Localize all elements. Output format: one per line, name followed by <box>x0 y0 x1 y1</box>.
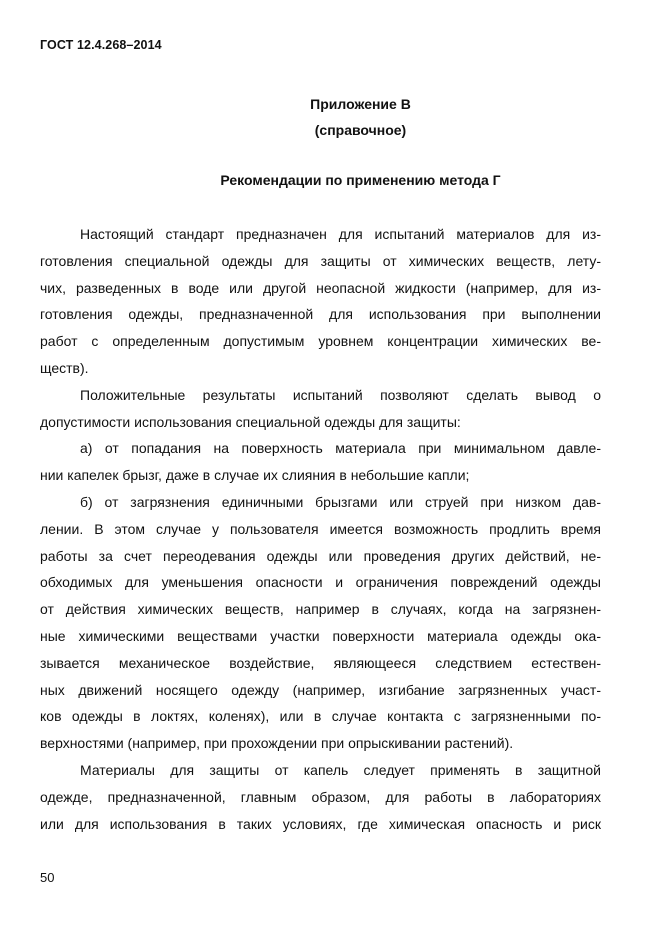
list-item-line: лении. В этом случае у пользователя имеется возможность продлить время <box>40 520 601 537</box>
list-item-line: а) от попадания на поверхность материала при минимальном давле- <box>80 440 601 457</box>
paragraph-line: или для использования в таких условиях, где химическая опасность и риск <box>40 815 601 832</box>
list-item-line: работы за счет переодевания одежды или проведения других действий, не- <box>40 547 601 564</box>
paragraph-line: готовления одежды, предназначенной для использования при выполнении <box>40 306 601 323</box>
paragraph-line: одежде, предназначенной, главным образом, для работы в лабораториях <box>40 788 601 805</box>
list-item-line: верхностями (например, при прохождении при опрыскивании растений). <box>40 735 514 752</box>
paragraph-line: Положительные результаты испытаний позволяют сделать вывод о <box>80 386 601 403</box>
list-item-line: зывается механическое воздействие, являющееся следствием естествен- <box>40 654 601 671</box>
list-item-line: от действия химических веществ, например в случаях, когда на загрязнен- <box>40 601 601 618</box>
body-text <box>40 221 601 837</box>
paragraph-line: работ с определенным допустимым уровнем концентрации химических ве- <box>40 333 601 350</box>
list-item-line: б) от загрязнения единичными брызгами или струей при низком дав- <box>80 493 601 510</box>
paragraph-line: Материалы для защиты от капель следует применять в защитной <box>80 761 601 778</box>
list-item-line: ные химическими веществами участки поверхности материала одежды ока- <box>40 627 601 644</box>
list-item-line: нии капелек брызг, даже в случае их слияния в небольшие капли; <box>40 467 470 484</box>
appendix-subtitle: (справочное) <box>314 122 407 138</box>
standard-code: ГОСТ 12.4.268–2014 <box>40 38 162 52</box>
paragraph-line: Настоящий стандарт предназначен для испытаний материалов для из- <box>80 226 601 242</box>
paragraph-line: ществ). <box>40 359 89 376</box>
list-item-line: ных движений носящего одежду (например, изгибание загрязненных участ- <box>40 681 601 698</box>
list-item-line: обходимых для уменьшения опасности и ограничения повреждений одежды <box>40 574 601 591</box>
list-item-line: ков одежды в локтях, коленях), или в случае контакта с загрязненными по- <box>40 708 601 725</box>
paragraph-line: чих, разведенных в воде или другой неопасной жидкости (например, для из- <box>40 279 601 296</box>
appendix-title: Приложение В <box>310 96 411 112</box>
section-title: Рекомендации по применению метода Г <box>220 172 501 188</box>
page-number: 50 <box>40 870 55 885</box>
paragraph-line: допустимости использования специальной одежды для защиты: <box>40 413 461 430</box>
paragraph-line: готовления специальной одежды для защиты от химических веществ, лету- <box>40 252 601 269</box>
